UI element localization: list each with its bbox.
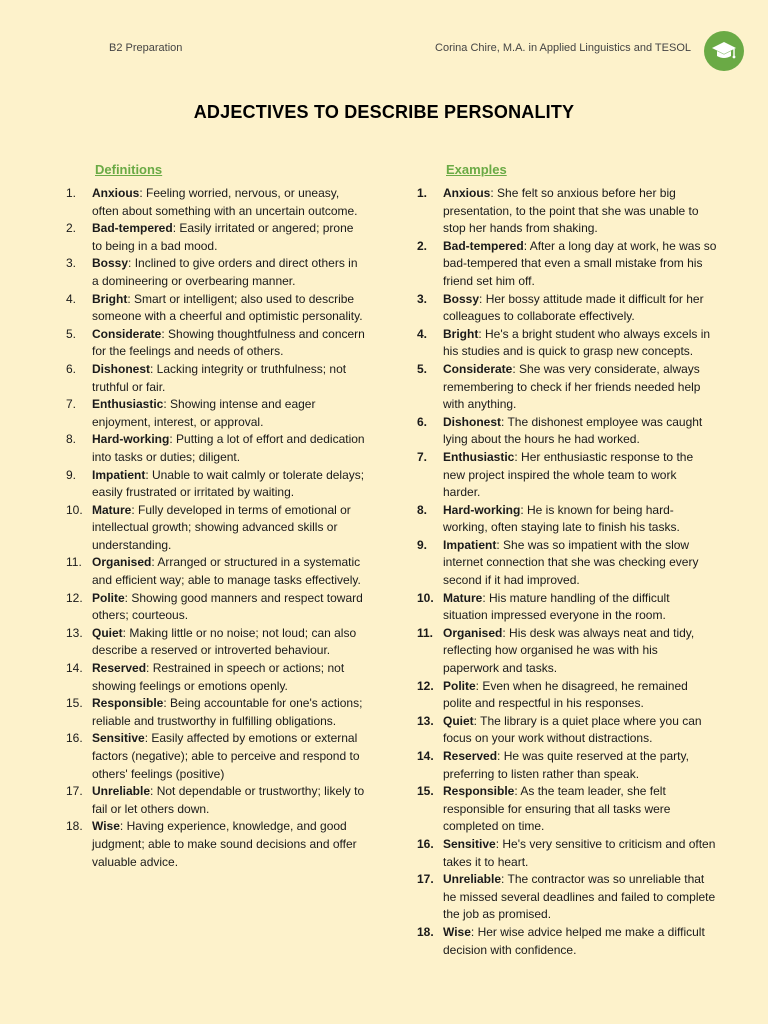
definition-item	[66, 185, 366, 220]
definition-item	[66, 695, 366, 730]
example-item-number: 18.	[417, 924, 434, 939]
definition-item	[66, 467, 366, 502]
example-item-text: : He is known for being hard-working, often staying late to finish his tasks.	[443, 502, 680, 535]
example-item-term: Enthusiastic	[443, 449, 515, 464]
definition-item-text: : Showing intense and eager enjoyment, interest, or approval.	[92, 397, 316, 429]
definition-item-text: : Fully developed in terms of emotional or intellectual growth; showing advanced skills or understanding.	[92, 502, 351, 552]
example-item-number: 17.	[417, 872, 434, 887]
definition-item-term: Wise	[92, 819, 120, 834]
example-item-number: 12.	[417, 678, 434, 693]
definition-item-body	[92, 361, 366, 396]
definition-item-text: : Easily irritated or angered; prone to being in a bad mood.	[92, 221, 354, 253]
example-item-term: Dishonest	[443, 414, 502, 429]
definition-item-body	[92, 660, 366, 695]
definition-item	[66, 255, 366, 290]
example-item-text: : Her bossy attitude made it difficult for her colleagues to collaborate effectively.	[443, 291, 704, 324]
example-item-body	[443, 502, 717, 537]
definition-item-term: Polite	[92, 590, 125, 605]
example-item-text: : She was so impatient with the slow internet connection that she was checking every second if it had improved.	[443, 537, 699, 588]
definition-item-text: : Easily affected by emotions or external factors (negative); able to perceive and respond to others' feelings (positive)	[92, 731, 360, 781]
example-item-term: Anxious	[443, 186, 491, 200]
definition-item-text: : Having experience, knowledge, and good judgment; able to make sound decisions and offer valuable advice.	[92, 819, 357, 869]
definition-item	[66, 730, 366, 783]
example-item	[417, 502, 717, 537]
examples-list	[417, 185, 717, 959]
definition-item-term: Mature	[92, 502, 132, 517]
definition-item-number: 16.	[66, 731, 83, 746]
definition-item-number: 8.	[66, 432, 77, 447]
definition-item-body	[92, 467, 366, 502]
example-item-term: Wise	[443, 924, 471, 939]
example-item-term: Bright	[443, 326, 479, 341]
example-item-text: : He's a bright student who always excels in his studies and is quick to grasp new concepts.	[443, 326, 711, 359]
example-item-number: 8.	[417, 502, 428, 517]
example-item	[417, 625, 717, 678]
definition-item	[66, 291, 366, 326]
example-item-term: Sensitive	[443, 836, 496, 851]
definition-item-body	[92, 431, 366, 466]
example-item	[417, 414, 717, 449]
example-item-body	[443, 185, 717, 238]
definition-item	[66, 396, 366, 431]
example-item-number: 4.	[417, 326, 428, 341]
definition-item-body	[92, 185, 366, 220]
example-item-number: 9.	[417, 537, 428, 552]
example-item-text: : After a long day at work, he was so bad-tempered that even a small mistake from his friend set him off.	[443, 238, 717, 288]
definition-item-text: : Showing good manners and respect toward others; courteous.	[92, 590, 363, 623]
example-item-number: 7.	[417, 449, 428, 464]
example-item-term: Reserved	[443, 749, 498, 763]
example-item	[417, 291, 717, 326]
definition-item-text: : Making little or no noise; not loud; can also describe a reserved or introverted behaviour.	[92, 625, 357, 658]
example-item-text: : She was very considerate, always remembering to check if her friends needed help with anything.	[443, 361, 701, 412]
definition-item-number: 2.	[66, 221, 77, 236]
example-item-term: Bad-tempered	[443, 238, 524, 253]
definition-item-text: : Smart or intelligent; also used to describe someone with a cheerful and optimistic personality.	[92, 291, 363, 324]
definition-item-body	[92, 818, 366, 871]
definition-item-number: 15.	[66, 696, 83, 711]
example-item-text: : As the team leader, she felt responsible for ensuring that all tasks were completed on time.	[443, 784, 671, 834]
definition-item-text: : Not dependable or trustworthy; likely to fail or let others down.	[92, 784, 365, 816]
example-item-body	[443, 537, 717, 590]
definition-item-number: 4.	[66, 291, 77, 306]
definition-item-text: : Restrained in speech or actions; not showing feelings or emotions openly.	[92, 661, 345, 693]
definition-item	[66, 431, 366, 466]
definition-item-number: 5.	[66, 326, 77, 341]
example-item-text: : The library is a quiet place where you can focus on your work without distractions.	[443, 713, 702, 746]
definition-item	[66, 783, 366, 818]
example-item-term: Polite	[443, 678, 476, 693]
definition-item	[66, 220, 366, 255]
definition-item-term: Impatient	[92, 467, 146, 482]
example-item-text: : Even when he disagreed, he remained polite and respectful in his responses.	[443, 678, 688, 711]
example-item-number: 15.	[417, 784, 434, 799]
definition-item-body	[92, 502, 366, 555]
example-item-text: : Her enthusiastic response to the new project inspired the whole team to work harder.	[443, 449, 694, 500]
definition-item-term: Considerate	[92, 326, 162, 341]
example-item-text: : His mature handling of the difficult situation impressed everyone in the room.	[443, 590, 670, 623]
definition-item-body	[92, 730, 366, 783]
definition-item-body	[92, 326, 366, 361]
example-item-term: Responsible	[443, 784, 515, 799]
example-item-body	[443, 713, 717, 748]
definition-item-number: 11.	[66, 555, 82, 570]
example-item	[417, 678, 717, 713]
definition-item-term: Hard-working	[92, 432, 170, 447]
example-item	[417, 238, 717, 291]
example-item-body	[443, 783, 717, 836]
example-item-text: : She felt so anxious before her big presentation, to the point that she was unable to stop her hands from shaking.	[443, 186, 699, 236]
example-item-body	[443, 326, 717, 361]
example-item-number: 13.	[417, 713, 434, 728]
example-item-text: : His desk was always neat and tidy, reflecting how organised he was with his paperwork and tasks.	[443, 625, 695, 676]
example-item-body	[443, 871, 717, 924]
example-item-number: 3.	[417, 291, 428, 306]
page-title: ADJECTIVES TO DESCRIBE PERSONALITY	[193, 102, 575, 122]
definition-item	[66, 590, 366, 625]
example-item-text: : Her wise advice helped me make a difficult decision with confidence.	[443, 924, 705, 957]
example-item-body	[443, 924, 717, 959]
definition-item-body	[92, 783, 366, 818]
definition-item-body	[92, 255, 366, 290]
example-item-term: Organised	[443, 625, 503, 640]
definition-item-body	[92, 291, 366, 326]
example-item-number: 6.	[417, 414, 428, 429]
definition-item-text: : Unable to wait calmly or tolerate delays; easily frustrated or irritated by waiting.	[92, 467, 365, 500]
example-item-text: : He's very sensitive to criticism and often takes it to heart.	[443, 836, 716, 869]
example-item-body	[443, 625, 717, 678]
example-item-body	[443, 590, 717, 625]
example-item-term: Considerate	[443, 361, 513, 376]
definition-item	[66, 502, 366, 555]
course-label: B2 Preparation	[109, 42, 183, 54]
definition-item-number: 13.	[66, 625, 83, 640]
example-item-body	[443, 291, 717, 326]
definition-item-body	[92, 625, 366, 660]
definition-item-text: : Feeling worried, nervous, or uneasy, often about something with an uncertain outcome.	[92, 186, 358, 218]
definition-item-number: 6.	[66, 361, 77, 376]
definition-item-body	[92, 554, 366, 589]
definition-item	[66, 554, 366, 589]
example-item-body	[443, 414, 717, 449]
example-item	[417, 783, 717, 836]
definitions-column	[66, 162, 366, 871]
example-item-number: 1.	[417, 186, 428, 200]
definitions-list	[66, 185, 366, 871]
example-item-text: : The contractor was so unreliable that he missed several deadlines and failed to complete the job as promised.	[443, 872, 716, 922]
example-item-body	[443, 836, 717, 871]
definition-item-term: Bad-tempered	[92, 221, 173, 236]
example-item-term: Impatient	[443, 537, 497, 552]
definition-item-term: Sensitive	[92, 731, 145, 746]
definition-item-number: 7.	[66, 397, 77, 412]
example-item-term: Hard-working	[443, 502, 521, 517]
definition-item-text: : Arranged or structured in a systematic and efficient way; able to manage tasks effectively.	[92, 555, 361, 588]
example-item-text: : The dishonest employee was caught lying about the hours he had worked.	[443, 414, 703, 447]
example-item-text: : He was quite reserved at the party, preferring to listen rather than speak.	[443, 749, 689, 781]
definition-item-body	[92, 695, 366, 730]
definition-item-body	[92, 220, 366, 255]
example-item-body	[443, 449, 717, 502]
definition-item-term: Bright	[92, 291, 128, 306]
definition-item-text: : Inclined to give orders and direct others in a domineering or overbearing manner.	[92, 256, 358, 288]
definition-item-term: Quiet	[92, 625, 123, 640]
example-item	[417, 185, 717, 238]
example-item-number: 2.	[417, 238, 428, 253]
definition-item-body	[92, 396, 366, 431]
definition-item-text: : Lacking integrity or truthfulness; not truthful or fair.	[92, 361, 347, 394]
example-item-number: 10.	[417, 590, 434, 605]
page-header	[0, 28, 768, 72]
example-item	[417, 537, 717, 590]
example-item-number: 14.	[417, 749, 434, 763]
definition-item-number: 1.	[66, 186, 77, 200]
example-item-number: 11.	[417, 625, 434, 640]
definition-item	[66, 660, 366, 695]
definition-item-number: 12.	[66, 590, 83, 605]
example-item	[417, 449, 717, 502]
definition-item-text: : Showing thoughtfulness and concern for the feelings and needs of others.	[92, 326, 365, 359]
definition-item-number: 18.	[66, 819, 83, 834]
definition-item-term: Bossy	[92, 256, 129, 271]
example-item-body	[443, 238, 717, 291]
example-item	[417, 361, 717, 414]
definition-item-term: Reserved	[92, 661, 147, 676]
example-item	[417, 590, 717, 625]
examples-heading: Examples	[446, 162, 507, 177]
example-item-number: 5.	[417, 361, 428, 376]
definition-item-term: Organised	[92, 555, 152, 570]
example-item-body	[443, 748, 717, 783]
definition-item-number: 14.	[66, 661, 83, 676]
definition-item-text: : Putting a lot of effort and dedication into tasks or duties; diligent.	[92, 432, 365, 464]
graduation-cap-icon	[704, 31, 744, 71]
example-item-body	[443, 361, 717, 414]
definition-item	[66, 625, 366, 660]
definition-item-term: Unreliable	[92, 784, 151, 799]
example-item	[417, 713, 717, 748]
example-item	[417, 326, 717, 361]
definitions-heading: Definitions	[95, 162, 163, 177]
example-item	[417, 836, 717, 871]
example-item-term: Mature	[443, 590, 483, 605]
definition-item	[66, 818, 366, 871]
definition-item-number: 9.	[66, 467, 77, 482]
definition-item-term: Enthusiastic	[92, 397, 164, 412]
example-item	[417, 748, 717, 783]
author-label: Corina Chire, M.A. in Applied Linguistics and TESOL	[435, 42, 691, 54]
definition-item	[66, 361, 366, 396]
example-item-number: 16.	[417, 836, 434, 851]
examples-column	[417, 162, 717, 959]
example-item	[417, 871, 717, 924]
definition-item-body	[92, 590, 366, 625]
definition-item-text: : Being accountable for one's actions; reliable and trustworthy in fulfilling obligations.	[92, 696, 363, 728]
example-item	[417, 924, 717, 959]
definition-item-number: 3.	[66, 256, 77, 271]
definition-item-term: Responsible	[92, 696, 164, 711]
definition-item-number: 17.	[66, 784, 83, 799]
example-item-term: Unreliable	[443, 872, 502, 887]
definition-item-number: 10.	[66, 502, 83, 517]
example-item-term: Quiet	[443, 713, 474, 728]
example-item-body	[443, 678, 717, 713]
definition-item	[66, 326, 366, 361]
example-item-term: Bossy	[443, 291, 480, 306]
definition-item-term: Dishonest	[92, 361, 151, 376]
definition-item-term: Anxious	[92, 186, 140, 200]
